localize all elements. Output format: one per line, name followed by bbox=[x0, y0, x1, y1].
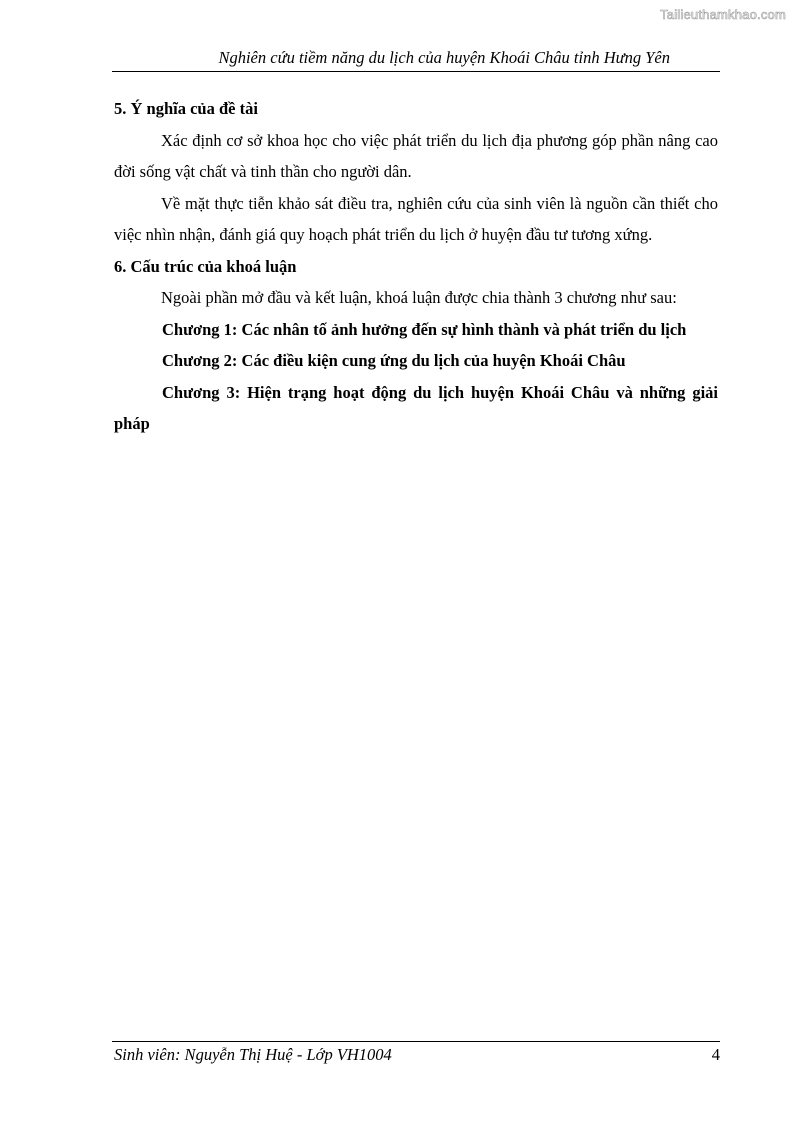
footer-author: Sinh viên: Nguyễn Thị Huệ - Lớp VH1004 bbox=[114, 1045, 392, 1064]
paragraph-significance-2: Về mặt thực tiễn khảo sát điều tra, nghiên cứu của sinh viên là nguồn cần thiết cho việc nhìn nhận, đánh giá quy hoạch phát triển du lịch ở huyện đầu tư tương xứng. bbox=[114, 193, 718, 244]
page-number: 4 bbox=[711, 1045, 720, 1064]
chapter-3-title: Chương 3: Hiện trạng hoạt động du lịch huyện Khoái Châu và những giải pháp bbox=[114, 382, 718, 433]
document-body bbox=[114, 93, 718, 440]
paragraph-significance-1: Xác định cơ sở khoa học cho việc phát triển du lịch địa phương góp phần nâng cao đời sống vật chất và tinh thần cho người dân. bbox=[114, 130, 718, 181]
paragraph-structure-intro: Ngoài phần mở đầu và kết luận, khoá luận được chia thành 3 chương như sau: bbox=[161, 288, 677, 307]
header-title: Nghiên cứu tiềm năng du lịch của huyện Khoái Châu tỉnh Hưng Yên bbox=[218, 48, 670, 67]
page-footer bbox=[112, 1041, 720, 1072]
chapter-1-title: Chương 1: Các nhân tố ảnh hưởng đến sự hình thành và phát triển du lịch bbox=[162, 319, 687, 339]
section-heading-significance: 5. Ý nghĩa của đề tài bbox=[114, 99, 258, 118]
watermark-text: Tailieuthamkhao.com bbox=[660, 7, 786, 22]
section-heading-structure: 6. Cấu trúc của khoá luận bbox=[114, 256, 297, 276]
page-header bbox=[112, 49, 720, 72]
chapter-2-title: Chương 2: Các điều kiện cung ứng du lịch của huyện Khoái Châu bbox=[162, 351, 626, 370]
